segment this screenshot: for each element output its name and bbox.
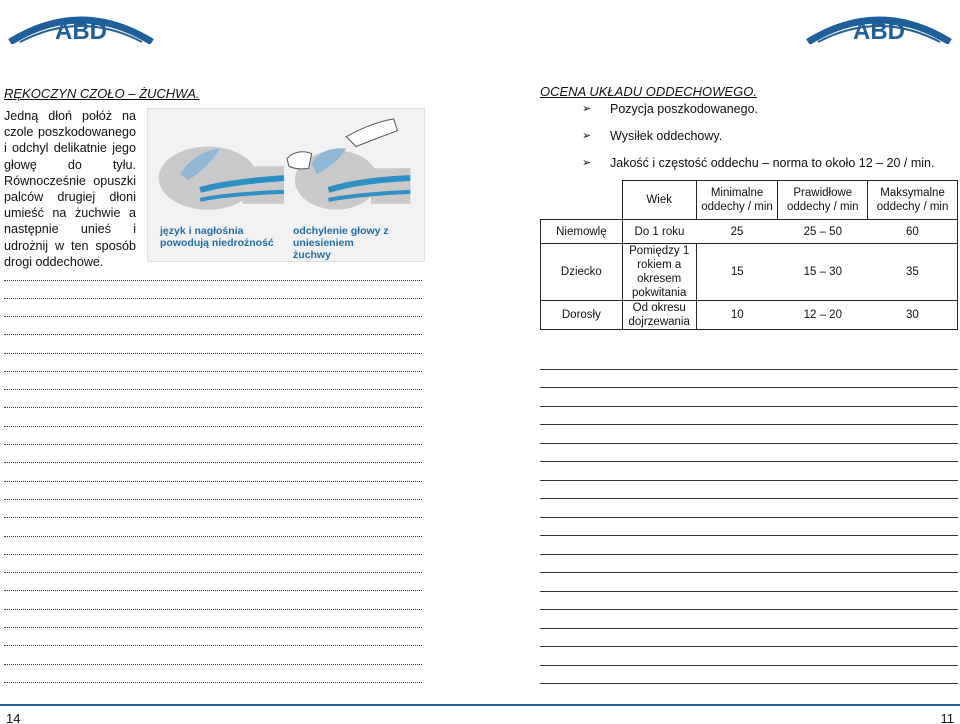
table-cell: 25 <box>696 220 778 244</box>
ruled-line <box>540 406 958 407</box>
arrow-bullet-icon: ➢ <box>582 130 592 142</box>
left-page <box>4 86 424 269</box>
right-page <box>540 84 958 328</box>
left-heading: RĘKOCZYN CZOŁO – ŻUCHWA. <box>4 86 200 101</box>
table-cell: Niemowlę <box>541 220 623 244</box>
dotted-line <box>4 371 422 372</box>
ruled-line <box>540 683 958 684</box>
dotted-line <box>4 499 422 500</box>
airway-figure <box>147 108 425 262</box>
dotted-line <box>4 298 422 299</box>
abd-logo-right <box>804 2 954 44</box>
table-row <box>541 220 958 244</box>
ruled-line <box>540 665 958 666</box>
dotted-line <box>4 444 422 445</box>
dotted-line <box>4 609 422 610</box>
bullet-text: Wysiłek oddechowy. <box>610 129 723 143</box>
ruled-line <box>540 628 958 629</box>
ruled-line <box>540 591 958 592</box>
table-cell: 15 – 30 <box>778 244 868 301</box>
table-cell: 60 <box>868 220 958 244</box>
dotted-line <box>4 664 422 665</box>
right-heading: OCENA UKŁADU ODDECHOWEGO. <box>540 84 757 99</box>
ruled-line <box>540 609 958 610</box>
bullet-text: Jakość i częstość oddechu – norma to około 12 – 20 / min. <box>610 156 935 170</box>
list-item <box>582 155 958 171</box>
ruled-line <box>540 535 958 536</box>
dotted-line <box>4 481 422 482</box>
caption-head-tilt: odchylenie głowy z uniesieniem żuchwy <box>293 225 389 261</box>
table-row <box>541 301 958 330</box>
footer-rule <box>0 704 960 706</box>
page-number-right: 11 <box>940 711 954 724</box>
bullet-list <box>582 101 958 171</box>
table-cell: Pomiędzy 1 rokiem a okresem pokwitania <box>622 244 696 301</box>
dotted-line <box>4 316 422 317</box>
table-cell: Dorosły <box>541 301 623 330</box>
table-header: Prawidłowe oddechy / min <box>778 181 868 220</box>
bullet-text: Pozycja poszkodowanego. <box>610 102 759 116</box>
table-header-row <box>541 181 958 220</box>
table-cell: 12 – 20 <box>778 301 868 330</box>
ruled-line <box>540 387 958 388</box>
list-item <box>582 128 958 144</box>
caption-obstruction: język i nagłośnia powodują niedrożność <box>160 225 274 249</box>
table-cell: 10 <box>696 301 778 330</box>
arrow-bullet-icon: ➢ <box>582 157 592 169</box>
dotted-line <box>4 389 422 390</box>
dotted-line <box>4 682 422 683</box>
list-item <box>582 101 958 117</box>
table-cell: 15 <box>696 244 778 301</box>
ruled-line <box>540 572 958 573</box>
left-body-text: Jedną dłoń połóż na czole poszkodowanego i odchyl delikatnie jego głowę do tyłu. Równocześnie opuszki palców drugiej dłoni umieść na żuchwie a następnie unieś i udrożnij w ten sposób drogi oddechowe. <box>4 109 136 269</box>
dotted-line <box>4 426 422 427</box>
page-number-left: 14 <box>6 711 21 724</box>
dotted-line <box>4 407 422 408</box>
dotted-line <box>4 353 422 354</box>
logo-text-right: ABD <box>853 18 905 44</box>
abd-logo-left <box>6 2 156 44</box>
arrow-bullet-icon: ➢ <box>582 103 592 115</box>
table-row <box>541 244 958 301</box>
ruled-line <box>540 480 958 481</box>
table-corner <box>541 181 623 220</box>
dotted-line <box>4 590 422 591</box>
table-header: Wiek <box>622 181 696 220</box>
ruled-line <box>540 461 958 462</box>
table-cell: 35 <box>868 244 958 301</box>
ruled-line <box>540 517 958 518</box>
dotted-line <box>4 462 422 463</box>
table-header: Maksymalne oddechy / min <box>868 181 958 220</box>
table-header: Minimalne oddechy / min <box>696 181 778 220</box>
breathing-rate-table <box>540 180 958 330</box>
table-cell: 25 – 50 <box>778 220 868 244</box>
ruled-line <box>540 369 958 370</box>
table-cell: Do 1 roku <box>622 220 696 244</box>
dotted-line <box>4 536 422 537</box>
ruled-line <box>540 424 958 425</box>
dotted-line <box>4 554 422 555</box>
dotted-line <box>4 627 422 628</box>
dotted-line <box>4 280 422 281</box>
dotted-line <box>4 645 422 646</box>
dotted-line <box>4 334 422 335</box>
logo-text-left: ABD <box>55 18 107 44</box>
table-cell: Dziecko <box>541 244 623 301</box>
table-cell: 30 <box>868 301 958 330</box>
ruled-line <box>540 443 958 444</box>
ruled-line <box>540 498 958 499</box>
dotted-line <box>4 572 422 573</box>
ruled-line <box>540 554 958 555</box>
table-cell: Od okresu dojrzewania <box>622 301 696 330</box>
ruled-line <box>540 646 958 647</box>
dotted-line <box>4 517 422 518</box>
